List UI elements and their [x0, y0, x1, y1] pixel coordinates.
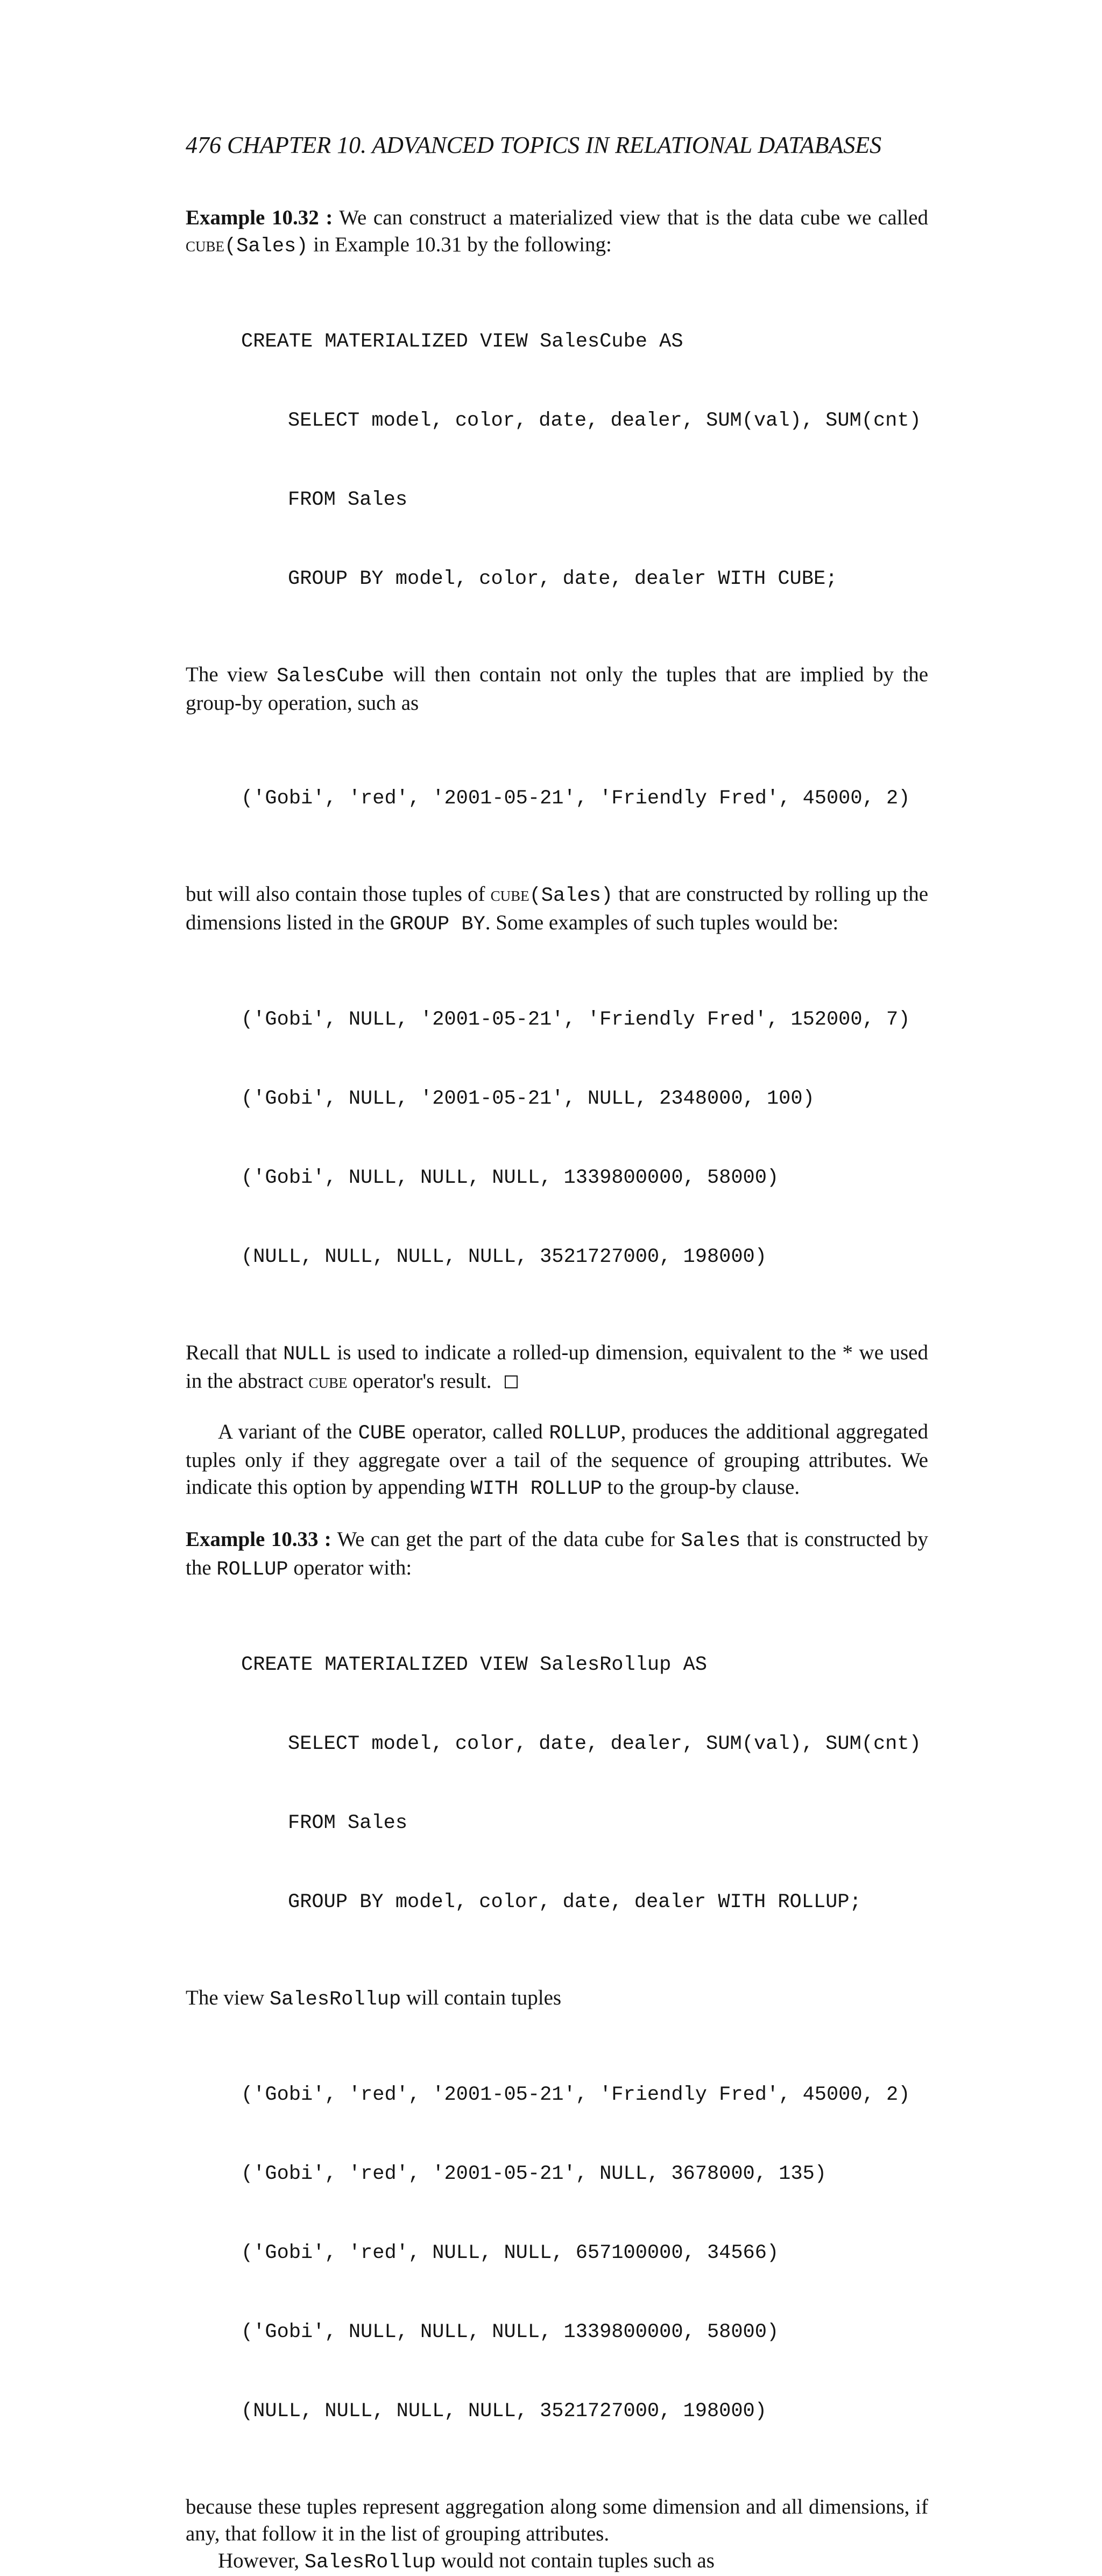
example-10-32-paragraph: Example 10.32 : We can construct a materialized view that is the data cube we called cube(Sales) in Example 10.31 by the following: [186, 206, 929, 258]
tuple-list-rollup [241, 2029, 928, 2478]
code-line: SELECT model, color, date, dealer, SUM(val), SUM(cnt) [288, 1733, 921, 1755]
code-line: GROUP BY model, color, date, dealer WITH ROLLUP; [288, 1891, 861, 1914]
tuple-line: ('Gobi', 'red', '2001-05-21', 'Friendly Fred', 45000, 2) [241, 2084, 910, 2106]
code-line: GROUP BY model, color, date, dealer WITH CUBE; [288, 568, 838, 590]
paragraph: but will also contain those tuples of cube(Sales) that are constructed by rolling up the dimensions listed in the GROUP BY. Some examples of such tuples would be: [186, 883, 929, 936]
running-header: 476 CHAPTER 10. ADVANCED TOPICS IN RELATIONAL DATABASES [186, 132, 882, 158]
example-10-33-paragraph: Example 10.33 : We can get the part of the data cube for Sales that is constructed by the ROLLUP operator with: [186, 1528, 928, 1581]
tuple-list-cube [241, 954, 928, 1323]
code-line: FROM Sales [288, 1812, 408, 1834]
tuple-line: ('Gobi', 'red', NULL, NULL, 657100000, 34566) [241, 2242, 779, 2264]
tuple-line: (NULL, NULL, NULL, NULL, 3521727000, 198000) [241, 1246, 767, 1268]
paragraph: The view SalesCube will then contain not only the tuples that are implied by the group-by operation, such as [186, 663, 929, 715]
tuple-line: ('Gobi', 'red', '2001-05-21', 'Friendly Fred', 45000, 2) [241, 787, 910, 810]
code-block-salesrollup [241, 1599, 928, 1968]
tuple-line: ('Gobi', 'red', '2001-05-21', NULL, 3678000, 135) [241, 2163, 826, 2185]
example-label: Example 10.33 : [186, 1528, 331, 1551]
page [186, 129, 928, 2576]
end-of-proof-box-icon [505, 1375, 518, 1388]
tuple-line: (NULL, NULL, NULL, NULL, 3521727000, 198000) [241, 2400, 767, 2423]
code-line: SELECT model, color, date, dealer, SUM(val), SUM(cnt) [288, 410, 921, 432]
example-label: Example 10.32 : [186, 206, 333, 229]
tuple-line: ('Gobi', NULL, NULL, NULL, 1339800000, 58000) [241, 2321, 779, 2344]
tuple-example [241, 733, 928, 865]
tuple-line: ('Gobi', NULL, '2001-05-21', NULL, 2348000, 100) [241, 1088, 815, 1110]
code-block-salescube [241, 276, 928, 645]
tuple-line: ('Gobi', NULL, NULL, NULL, 1339800000, 58000) [241, 1167, 779, 1189]
code-line: CREATE MATERIALIZED VIEW SalesCube AS [241, 330, 683, 353]
paragraph: because these tuples represent aggregation along some dimension and all dimensions, if any, that follow it in the list of grouping attributes. [186, 2495, 928, 2545]
paragraph: The view SalesRollup will contain tuples [186, 1986, 562, 2011]
paragraph: A variant of the CUBE operator, called ROLLUP, produces the additional aggregated tuples only if they aggregate over a tail of the sequence of grouping attributes. We indicate this option by appending WITH ROLLUP to the group-by clause. [186, 1420, 928, 1500]
tuple-line: ('Gobi', NULL, '2001-05-21', 'Friendly Fred', 152000, 7) [241, 1008, 910, 1031]
code-line: CREATE MATERIALIZED VIEW SalesRollup AS [241, 1654, 707, 1676]
code-line: FROM Sales [288, 489, 408, 511]
paragraph: However, SalesRollup would not contain tuples such as [218, 2549, 715, 2574]
paragraph: Recall that NULL is used to indicate a rolled-up dimension, equivalent to the * we used in the abstract cube operator's result. [186, 1341, 928, 1393]
